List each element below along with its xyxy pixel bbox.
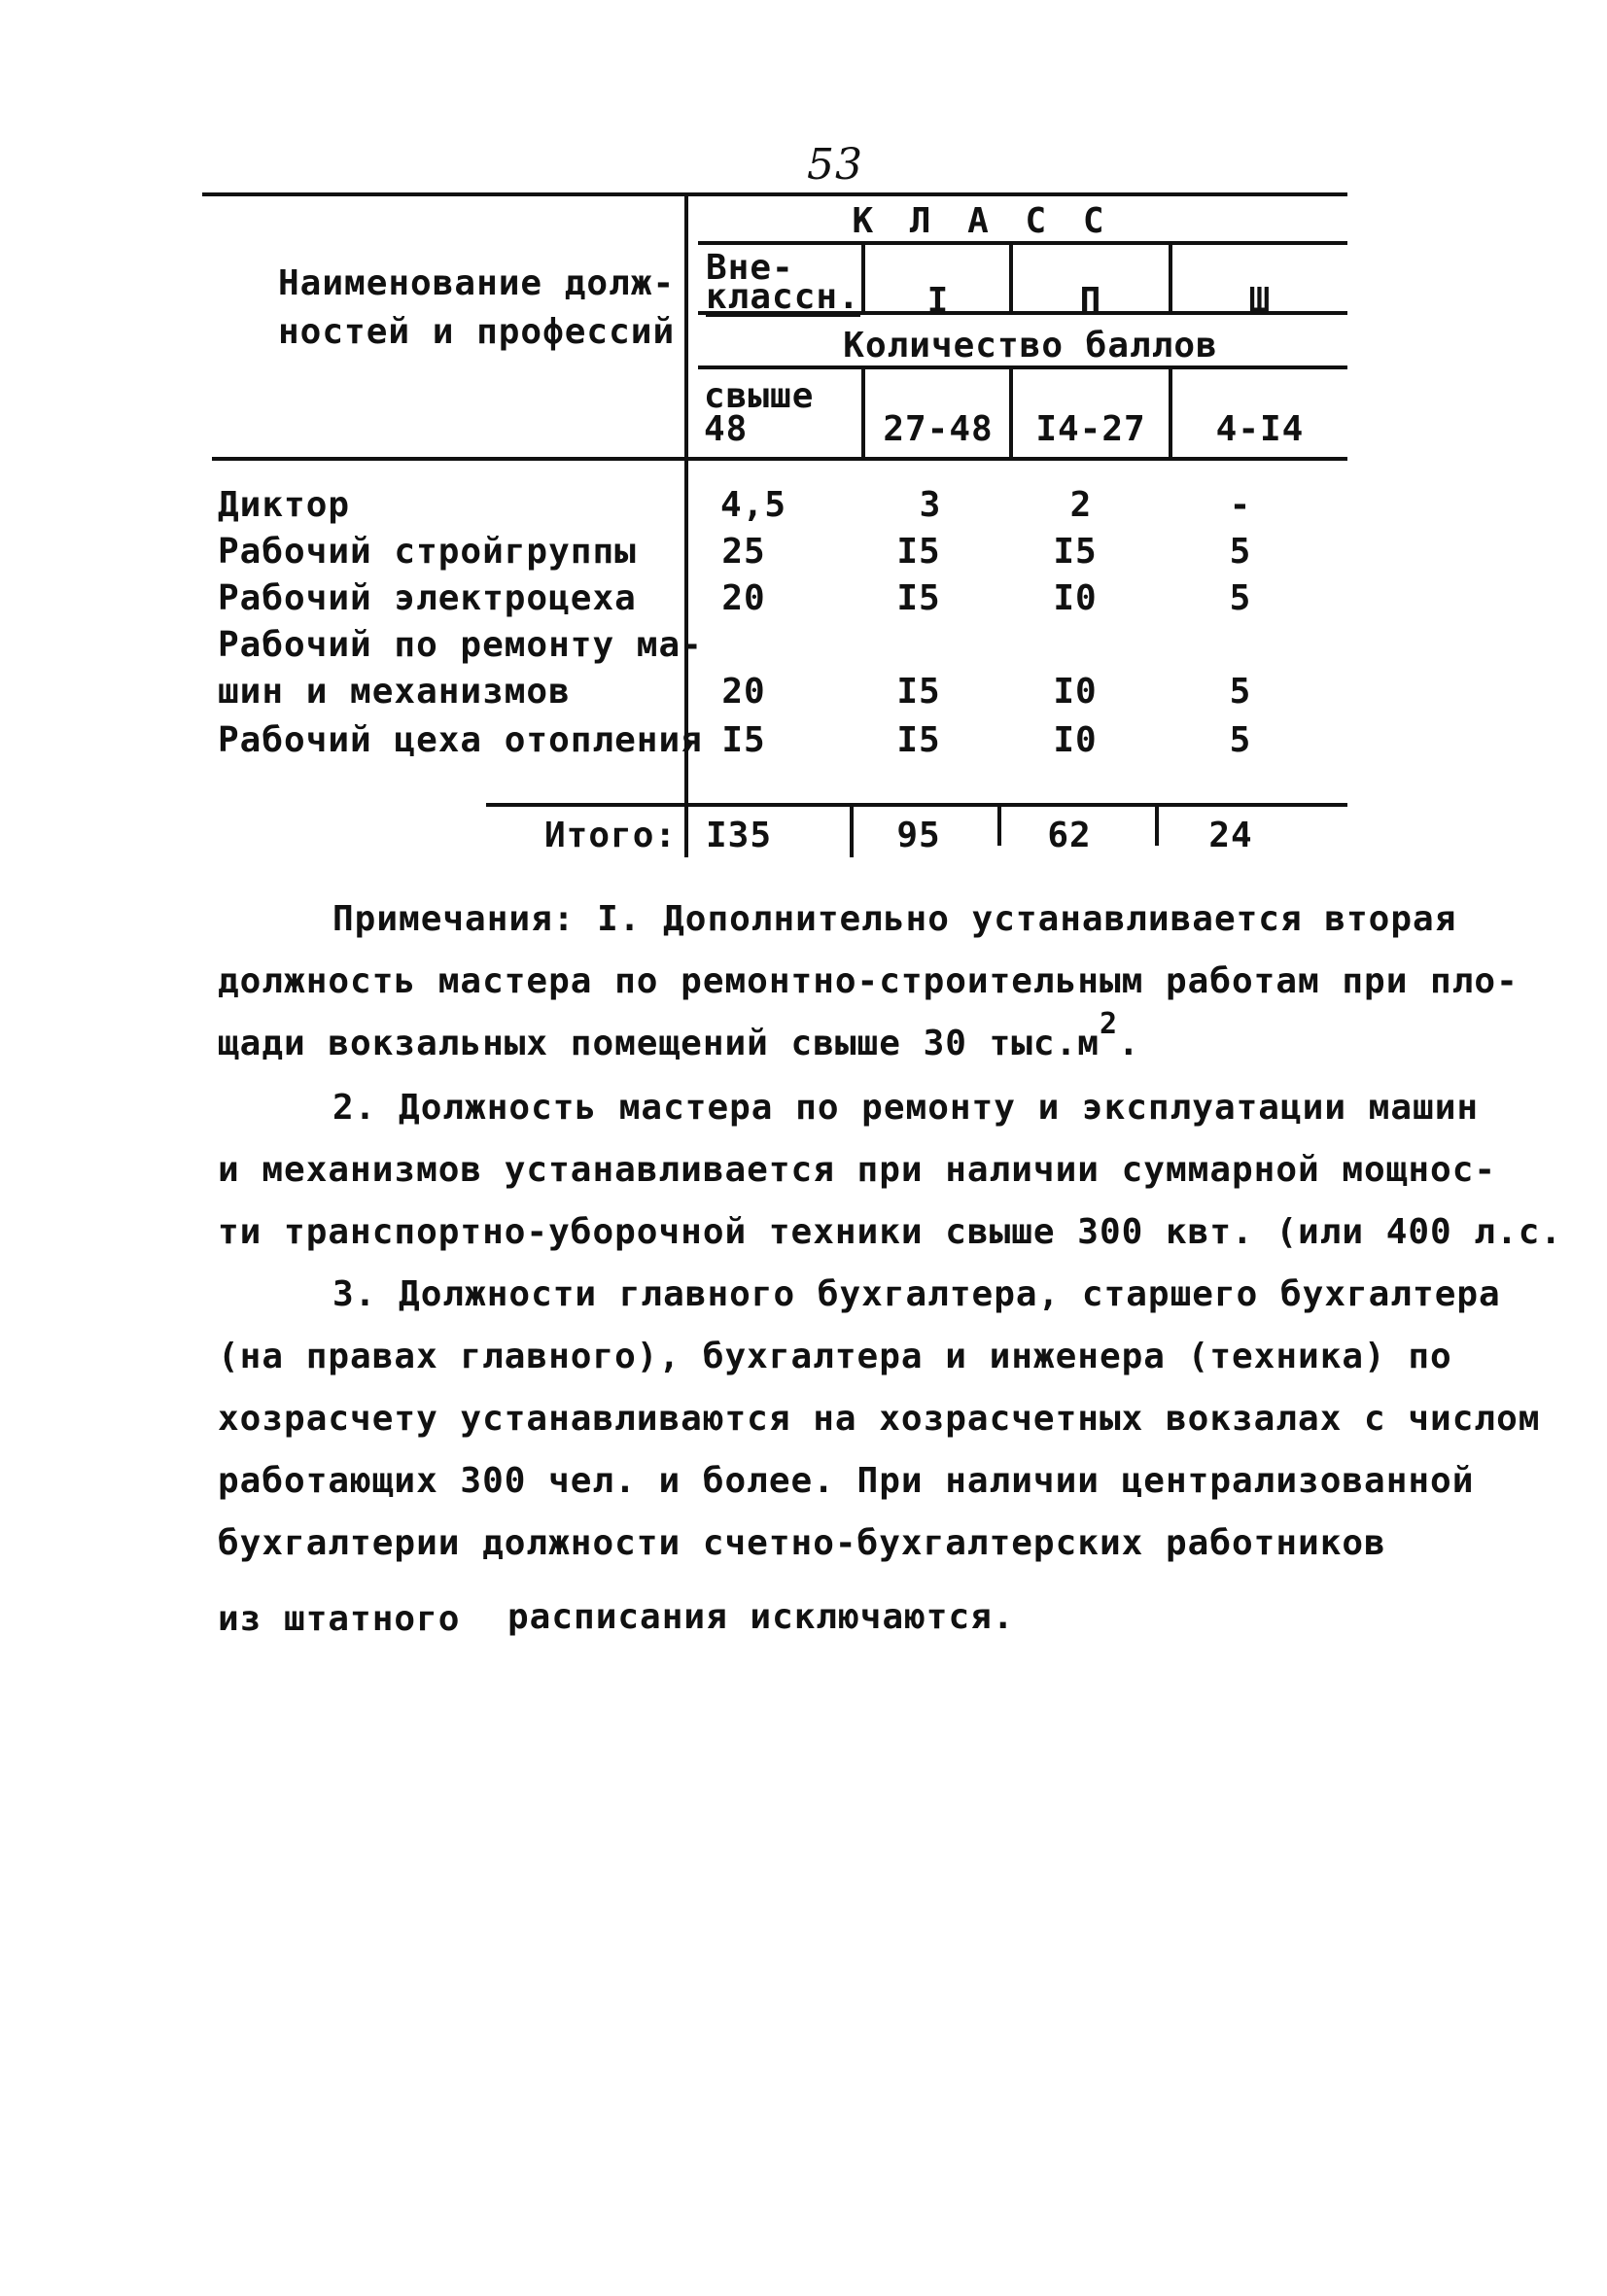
row-2-class-1: I5: [896, 532, 941, 572]
class-vne-line1: Вне-: [706, 248, 794, 288]
note-1-line-3-text: щади вокзальных помещений свыше 30 тыс.м: [218, 1024, 1100, 1063]
row-2-class-3: 5: [1229, 532, 1252, 572]
note-3-line-2: (на правах главного), бухгалтера и инженера (техника) по: [218, 1337, 1452, 1376]
note-1-line-1: Примечания: I. Дополнительно устанавливается вторая: [332, 899, 1457, 939]
row-1-name: Диктор: [218, 485, 351, 525]
points-header: Количество баллов: [843, 326, 1218, 365]
range-vne-line1: свыше: [704, 376, 815, 416]
row-5-class-3: 5: [1229, 720, 1252, 760]
class1-col-divider-top: [861, 243, 865, 313]
range-class-1: 27-48: [883, 409, 994, 449]
note-3-line-6b: расписания исключаются.: [507, 1597, 1015, 1637]
note-2-line-2: и механизмов устанавливается при наличии суммарной мощнос-: [218, 1150, 1497, 1190]
note-1-end: .: [1118, 1024, 1140, 1063]
class1-col-divider-mid: [861, 367, 865, 459]
row-4-class-2: I0: [1053, 672, 1098, 712]
row-4-name-line1: Рабочий по ремонту ма-: [218, 625, 703, 665]
note-2-line-1: 2. Должность мастера по ремонту и эксплуатации машин: [332, 1088, 1480, 1128]
total-vne: I35: [705, 816, 773, 855]
row-1-class-2: 2: [1069, 485, 1093, 525]
row-2-vne: 25: [721, 532, 766, 572]
row-3-name: Рабочий электроцеха: [218, 578, 637, 618]
total-rule: [486, 803, 1347, 807]
range-class-3: 4-I4: [1215, 409, 1305, 449]
row-5-name: Рабочий цеха отопления: [218, 720, 703, 760]
row-1-vne: 4,5: [719, 485, 787, 525]
class1-col-divider-total: [850, 807, 854, 857]
row-5-class-2: I0: [1053, 720, 1098, 760]
row-1-class-1: 3: [919, 485, 942, 525]
class-1-header: I: [926, 281, 950, 321]
note-3-line-5: бухгалтерии должности счетно-бухгалтерских работников: [218, 1523, 1386, 1563]
header-bottom-rule: [212, 457, 1347, 461]
name-col-header-line1: Наименование долж-: [278, 263, 676, 303]
row-5-vne: I5: [721, 720, 766, 760]
note-1-line-2: должность мастера по ремонтно-строительным работам при пло-: [218, 961, 1519, 1001]
page-number: 53: [807, 140, 863, 190]
row-2-name: Рабочий стройгруппы: [218, 532, 637, 572]
note-2-line-3: ти транспортно-уборочной техники свыше 300 квт. (или 400 л.с.: [218, 1212, 1563, 1252]
row-2-class-2: I5: [1053, 532, 1098, 572]
class-2-header: П: [1079, 281, 1102, 321]
class-rule: [698, 241, 1347, 245]
name-col-header-line2: ностей и профессий: [278, 312, 676, 352]
total-class-3: 24: [1208, 816, 1253, 855]
row-5-class-1: I5: [896, 720, 941, 760]
class-vne-line2: классн.: [706, 277, 860, 317]
row-3-class-1: I5: [896, 578, 941, 618]
class-3-header: Ш: [1248, 281, 1272, 321]
range-vne-line2: 48: [704, 409, 749, 449]
note-1-superscript: 2: [1099, 1007, 1119, 1041]
row-3-class-2: I0: [1053, 578, 1098, 618]
note-1-line-3: [218, 1007, 1140, 1065]
note-3-line-3: хозрасчету устанавливаются на хозрасчетных вокзалах с числом: [218, 1399, 1541, 1439]
row-4-vne: 20: [721, 672, 766, 712]
class3-col-divider-total: [1155, 807, 1159, 846]
class-header: К Л А С С: [852, 201, 1112, 241]
range-class-2: I4-27: [1035, 409, 1146, 449]
table-top-rule: [202, 192, 1347, 196]
total-class-2: 62: [1047, 816, 1092, 855]
row-1-class-3: -: [1229, 485, 1252, 525]
points-rule: [698, 365, 1347, 369]
note-3-line-1: 3. Должности главного бухгалтера, старшего бухгалтера: [332, 1274, 1501, 1314]
row-3-vne: 20: [721, 578, 766, 618]
total-label: Итого:: [544, 816, 678, 855]
note-3-line-4: работающих 300 чел. и более. При наличии централизованной: [218, 1461, 1475, 1501]
row-3-class-3: 5: [1229, 578, 1252, 618]
note-3-line-6a: из штатного: [218, 1599, 461, 1639]
row-4-class-3: 5: [1229, 672, 1252, 712]
row-4-class-1: I5: [896, 672, 941, 712]
row-4-name-line2: шин и механизмов: [218, 672, 571, 712]
total-class-1: 95: [896, 816, 941, 855]
